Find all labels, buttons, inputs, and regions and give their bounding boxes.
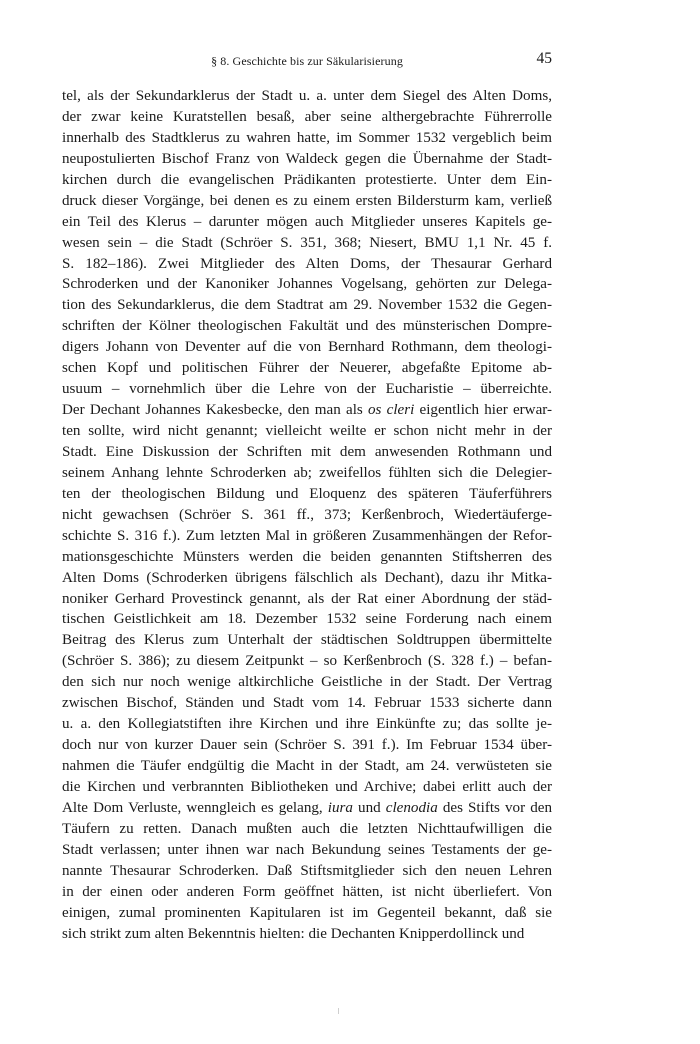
text-line: der zwar keine Kuratstellen besaß, aber seine althergebrachte Führerrolle xyxy=(62,108,552,125)
text-line: Alte Dom Verluste, wenngleich es gelang, iura und clenodia des Stifts vor den xyxy=(62,799,552,816)
text-line: schen Kopf und politischen Führer der Neuerer, abgefaßte Epitome ab- xyxy=(62,360,552,377)
running-head xyxy=(62,50,552,72)
text-line: tischen Geistlichkeit am 18. Dezember 1532 seine Forderung nach einem xyxy=(62,611,552,628)
italic-term: iura xyxy=(327,799,353,816)
text-line: tion des Sekundarklerus, die dem Stadtrat am 29. November 1532 die Gegen- xyxy=(62,297,552,314)
text-line: wesen sein – die Stadt (Schröer S. 351, 368; Niesert, BMU 1,1 Nr. 45 f. xyxy=(62,234,552,251)
text-line: tel, als der Sekundarklerus der Stadt u. a. unter dem Siegel des Alten Doms, xyxy=(62,88,552,104)
text-line: usuum – vornehmlich über die Lehre von der Eucharistie – überreichte. xyxy=(62,381,552,398)
text-line: in der einen oder anderen Form geöffnet hätten, ist nicht überliefert. Von xyxy=(62,883,552,900)
italic-term: clenodia xyxy=(385,799,438,816)
text-line: u. a. den Kollegiatstiften ihre Kirchen und ihre Einkünfte zu; das sollte je- xyxy=(62,716,552,733)
text-line: Schroderken und der Kanoniker Johannes Vogelsang, gehörten zur Delega- xyxy=(62,276,552,293)
text-line: ein Teil des Klerus – darunter mögen auch Mitglieder unseres Kapitels ge- xyxy=(62,213,552,230)
page-number: 45 xyxy=(536,50,552,67)
text-line: nicht gewachsen (Schröer S. 361 ff., 373; Kerßenbroch, Wiedertäuferge- xyxy=(62,506,552,523)
text-line: ten der theologischen Bildung und Eloquenz des späteren Täuferführers xyxy=(62,485,552,502)
text-line: Der Dechant Johannes Kakesbecke, den man als os cleri eigentlich hier erwar- xyxy=(62,402,552,419)
text-line: nahmen die Täufer endgültig die Macht in der Stadt, am 24. verwüsteten sie xyxy=(62,758,552,774)
text-line: schriften der Kölner theologischen Fakultät und des münsterischen Dompre- xyxy=(62,318,552,335)
text-line: den sich nur noch wenige altkirchliche Geistliche in der Stadt. Der Vertrag xyxy=(62,674,552,691)
footer-mark xyxy=(338,1008,339,1014)
text-line: schichte S. 316 f.). Zum letzten Mal in größeren Zusammenhängen der Refor- xyxy=(62,527,552,544)
text-line: die Kirchen und verbrannten Bibliotheken und Archive; dabei erlitt auch der xyxy=(62,778,552,795)
text-line: (Schröer S. 386); zu diesem Zeitpunkt – so Kerßenbroch (S. 328 f.) – befan- xyxy=(62,653,552,670)
text-line: seinem Anhang lehnte Schroderken ab; zweifellos fühlten sich die Delegier- xyxy=(62,464,552,481)
text-line: neupostulierten Bischof Franz von Waldeck gegen die Übernahme der Stadt- xyxy=(62,150,552,167)
text-line: doch nur von kurzer Dauer sein (Schröer S. 391 f.). Im Februar 1534 über- xyxy=(62,737,552,754)
text-line: Beitrag des Klerus zum Unterhalt der städtischen Soldtruppen übermittelte xyxy=(62,632,552,649)
text-line: kirchen durch die evangelischen Prädikanten protestierte. Unter dem Ein- xyxy=(62,171,552,188)
text-line: einigen, zumal prominenten Kapitularen ist im Gegenteil bekannt, daß sie xyxy=(62,904,552,921)
text-line: Täufern zu retten. Danach mußten auch die letzten Nichttaufwilligen die xyxy=(62,820,552,837)
text-line: Stadt verlassen; unter ihnen war nach Bekundung seines Testaments der ge- xyxy=(62,841,552,858)
running-title: § 8. Geschichte bis zur Säkularisierung xyxy=(211,54,403,68)
text-line: S. 182–186). Zwei Mitglieder des Alten Doms, der Thesaurar Gerhard xyxy=(62,255,552,272)
text-line: Alten Doms (Schroderken übrigens fälschlich als Dechant), dazu ihr Mitka- xyxy=(62,569,552,586)
text-line: noniker Gerhard Provestinck genannt, als der Rat einer Abordnung der städ- xyxy=(62,590,552,607)
text-line: ten sollte, wird nicht genannt; vielleicht weilte er schon nicht mehr in der xyxy=(62,423,552,439)
italic-term: os cleri xyxy=(368,402,415,419)
text-line: digers Johann von Deventer auf die von Bernhard Rothmann, dem theologi- xyxy=(62,339,552,356)
text-line: innerhalb des Stadtklerus zu wahren hatte, im Sommer 1532 vergeblich beim xyxy=(62,129,552,146)
text-line: sich strikt zum alten Bekenntnis hielten: die Dechanten Knipperdollinck und xyxy=(62,925,525,942)
text-line: nannte Thesaurar Schroderken. Daß Stiftsmitglieder sich den neuen Lehren xyxy=(62,862,552,879)
text-line: druck dieser Vorgänge, bei denen es zu einem ersten Bildersturm kam, verließ xyxy=(62,192,552,209)
text-line: mationsgeschichte Münsters werden die beiden genannten Stiftsherren des xyxy=(62,548,552,565)
body-text xyxy=(62,86,552,944)
text-line: Stadt. Eine Diskussion der Schriften mit dem anwesenden Rothmann und xyxy=(62,443,552,460)
text-line: zwischen Bischof, Ständen und Stadt vom 14. Februar 1533 sicherte dann xyxy=(62,695,552,712)
